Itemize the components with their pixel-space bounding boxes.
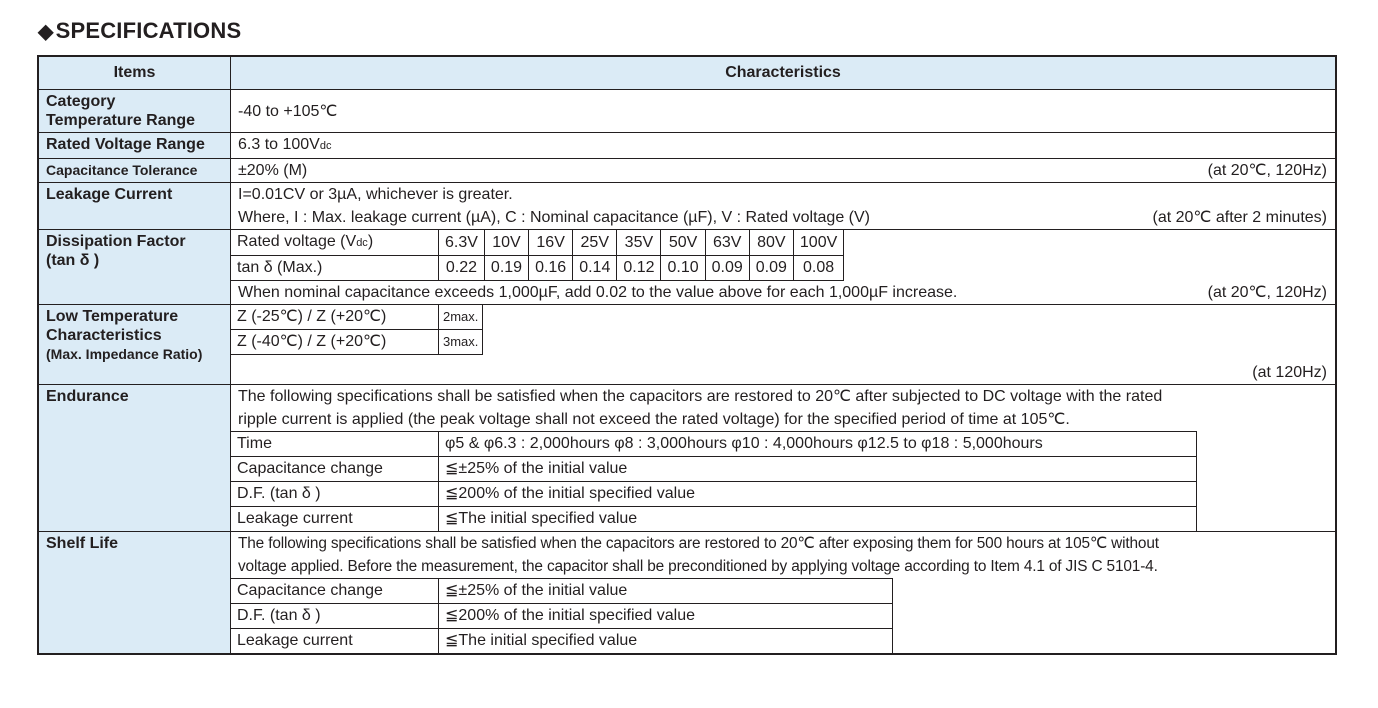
df-value: 0.19 <box>484 256 528 281</box>
df-voltage: 63V <box>705 230 749 256</box>
item-leakage-current: Leakage Current <box>38 183 231 230</box>
row-category-temperature <box>38 90 1336 133</box>
row-rated-voltage <box>38 133 1336 159</box>
df-value: 0.09 <box>749 256 793 281</box>
page-title <box>38 18 241 44</box>
shelf-row <box>231 579 893 604</box>
leakage-line2: Where, I : Max. leakage current (µA), C : Nominal capacitance (µF), V : Rated voltage (V) <box>238 209 870 226</box>
df-value: 0.08 <box>793 256 843 281</box>
row-low-temperature <box>38 305 1336 385</box>
endurance-row <box>231 432 1197 457</box>
lt-label-line3: (Max. Impedance Ratio) <box>46 346 203 362</box>
df-footer: When nominal capacitance exceeds 1,000µF, add 0.02 to the value above for each 1,000µF increase. <box>238 284 958 301</box>
shelf-row-value: ≦±25% of the initial value <box>439 579 893 604</box>
endurance-row-value: ≦±25% of the initial value <box>439 457 1197 482</box>
df-voltage: 100V <box>793 230 843 256</box>
endurance-row <box>231 482 1197 507</box>
item-category-temperature <box>38 90 231 133</box>
df-value: 0.14 <box>573 256 617 281</box>
df-value: 0.16 <box>529 256 573 281</box>
endurance-table <box>231 431 1197 531</box>
value-rated-voltage <box>231 133 1337 159</box>
endurance-row-label: Capacitance change <box>231 457 439 482</box>
lt-label-line2: Characteristics <box>46 327 162 344</box>
shelf-para1: The following specifications shall be satisfied when the capacitors are restored to 20℃ after exposing them for 500 hours at 105℃ without <box>238 535 1159 552</box>
lt-note: (at 120Hz) <box>1252 364 1327 381</box>
item-dissipation-factor <box>38 230 231 305</box>
item-capacitance-tolerance: Capacitance Tolerance <box>38 159 231 183</box>
shelf-table <box>231 578 893 653</box>
df-voltage: 16V <box>529 230 573 256</box>
leakage-line1: I=0.01CV or 3µA, whichever is greater. <box>238 186 513 203</box>
endurance-row-label: Leakage current <box>231 507 439 532</box>
endurance-row-value: ≦200% of the initial specified value <box>439 482 1197 507</box>
shelf-row-label: D.F. (tan δ ) <box>231 604 439 629</box>
title-text: SPECIFICATIONS <box>55 18 242 43</box>
df-voltage-row <box>231 230 844 256</box>
df-voltage-label-text: Rated voltage (V <box>237 233 357 250</box>
item-label-line1: Category <box>46 93 116 110</box>
shelf-para2: voltage applied. Before the measurement, the capacitor shall be preconditioned by applying voltage according to Item 4.1 of JIS C 5101-4. <box>238 558 1158 575</box>
df-label-line2: (tan δ ) <box>46 252 100 269</box>
capacitance-tolerance-line <box>231 159 1335 182</box>
df-value: 0.22 <box>439 256 485 281</box>
df-voltage: 25V <box>573 230 617 256</box>
value-category-temperature <box>231 90 1337 133</box>
shelf-row-value: ≦200% of the initial specified value <box>439 604 893 629</box>
df-value: 0.12 <box>617 256 661 281</box>
rated-voltage-line <box>231 133 1335 158</box>
rated-voltage-value: 6.3 to 100V <box>238 136 320 153</box>
capacitance-tolerance-note: (at 20℃, 120Hz) <box>1207 162 1327 179</box>
item-label-line2: Temperature Range <box>46 112 196 129</box>
df-value-row <box>231 256 844 281</box>
row-leakage-current <box>38 183 1336 230</box>
lt-row <box>231 330 483 355</box>
item-shelf-life: Shelf Life <box>38 532 231 655</box>
shelf-row <box>231 604 893 629</box>
specifications-table <box>37 55 1337 655</box>
shelf-row-label: Leakage current <box>231 629 439 654</box>
df-voltage-label-sub: dc <box>356 237 368 249</box>
lt-table <box>231 305 483 355</box>
category-temperature-value: -40 to +105℃ <box>238 102 338 120</box>
value-low-temperature <box>231 305 1337 385</box>
df-voltage: 35V <box>617 230 661 256</box>
row-shelf-life <box>38 532 1336 655</box>
value-endurance <box>231 385 1337 532</box>
value-capacitance-tolerance <box>231 159 1337 183</box>
leakage-line2-row <box>231 206 1335 229</box>
df-value: 0.10 <box>661 256 705 281</box>
lt-ratio-value: 2max. <box>439 305 483 330</box>
shelf-row-value: ≦The initial specified value <box>439 629 893 654</box>
value-leakage-current <box>231 183 1337 230</box>
row-capacitance-tolerance <box>38 159 1336 183</box>
item-rated-voltage: Rated Voltage Range <box>38 133 231 159</box>
capacitance-tolerance-value: ±20% (M) <box>238 162 308 179</box>
header-characteristics: Characteristics <box>231 56 1337 90</box>
endurance-row-value: φ5 & φ6.3 : 2,000hours φ8 : 3,000hours φ10 : 4,000hours φ12.5 to φ18 : 5,000hours <box>439 432 1197 457</box>
endurance-row-label: D.F. (tan δ ) <box>231 482 439 507</box>
df-voltage: 10V <box>484 230 528 256</box>
row-dissipation-factor <box>38 230 1336 305</box>
df-voltage: 6.3V <box>439 230 485 256</box>
df-voltage: 50V <box>661 230 705 256</box>
df-table <box>231 230 844 281</box>
endurance-row <box>231 457 1197 482</box>
lt-ratio-label: Z (-40℃) / Z (+20℃) <box>231 330 439 355</box>
leakage-note: (at 20℃ after 2 minutes) <box>1152 209 1327 226</box>
df-note: (at 20℃, 120Hz) <box>1207 284 1327 301</box>
df-voltage-label-end: ) <box>367 233 374 250</box>
endurance-row <box>231 507 1197 532</box>
shelf-row-label: Capacitance change <box>231 579 439 604</box>
diamond-icon: ◆ <box>38 21 54 43</box>
item-endurance: Endurance <box>38 385 231 532</box>
value-shelf-life <box>231 532 1337 655</box>
row-endurance <box>38 385 1336 532</box>
df-footer-row <box>231 281 1335 304</box>
value-dissipation-factor <box>231 230 1337 305</box>
endurance-row-label: Time <box>231 432 439 457</box>
lt-ratio-label: Z (-25℃) / Z (+20℃) <box>231 305 439 330</box>
df-voltage-label <box>231 230 439 256</box>
endurance-row-value: ≦The initial specified value <box>439 507 1197 532</box>
lt-row <box>231 305 483 330</box>
df-value: 0.09 <box>705 256 749 281</box>
df-label-line1: Dissipation Factor <box>46 233 186 250</box>
endurance-para2: ripple current is applied (the peak voltage shall not exceed the rated voltage) for the specified period of time at 105℃. <box>238 411 1070 428</box>
df-voltage: 80V <box>749 230 793 256</box>
lt-label-line1: Low Temperature <box>46 308 179 325</box>
lt-ratio-value: 3max. <box>439 330 483 355</box>
item-low-temperature <box>38 305 231 385</box>
header-items: Items <box>38 56 231 90</box>
endurance-para1: The following specifications shall be satisfied when the capacitors are restored to 20℃ after subjected to DC voltage with the rated <box>238 388 1163 405</box>
shelf-row <box>231 629 893 654</box>
df-tan-label: tan δ (Max.) <box>231 256 439 281</box>
rated-voltage-sub: dc <box>319 140 332 152</box>
